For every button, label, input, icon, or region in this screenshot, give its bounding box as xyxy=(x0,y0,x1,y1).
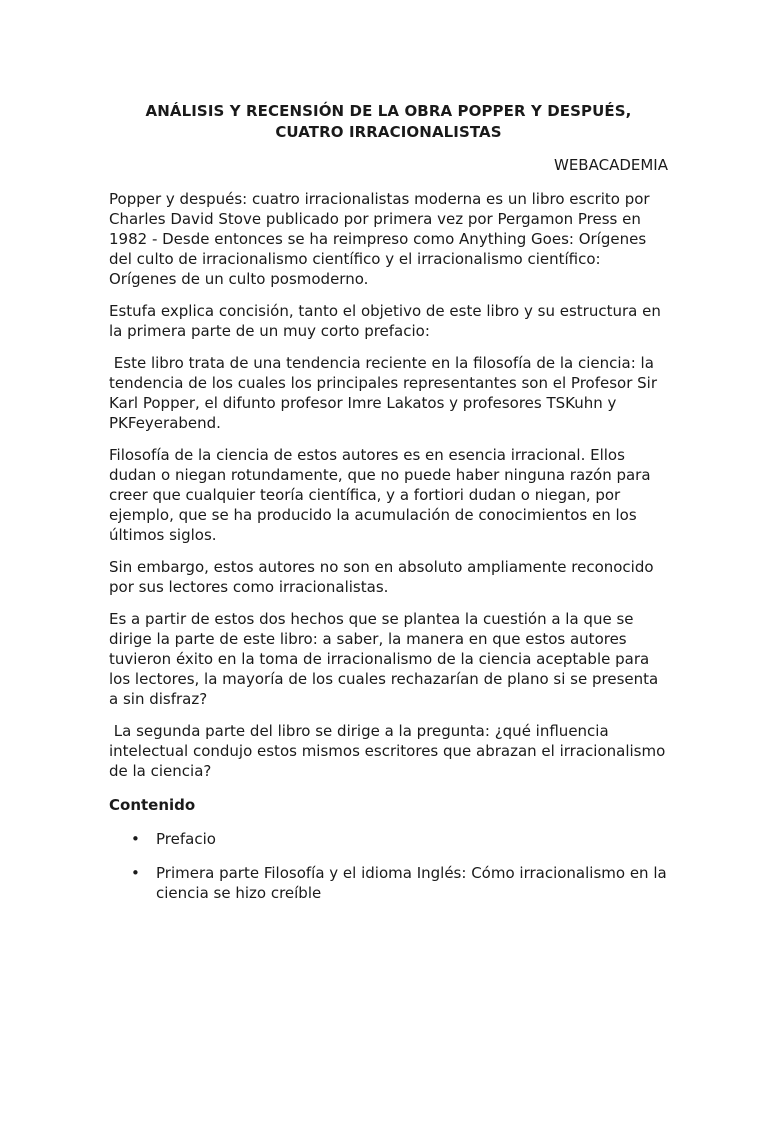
document-title xyxy=(109,101,668,143)
paragraph-2: Estufa explica concisión, tanto el objetivo de este libro y su estructura en la primera parte de un muy corto prefacio: xyxy=(109,302,661,340)
document-author: WEBACADEMIA xyxy=(554,156,668,174)
bullet-icon: • xyxy=(131,864,140,882)
list-item xyxy=(109,829,668,849)
paragraph-6: Es a partir de estos dos hechos que se plantea la cuestión a la que se dirige la parte de este libro: a saber, la manera en que estos autores tuvieron éxito en la toma de irracionalismo de la ciencia aceptable para los lectores, la mayoría de los cuales rechazarían de plano si se presenta a sin disfraz? xyxy=(109,610,659,708)
list-item-text: Prefacio xyxy=(156,830,216,848)
bullet-icon: • xyxy=(131,830,140,848)
title-line-2: CUATRO IRRACIONALISTAS xyxy=(275,123,502,141)
paragraph-1: Popper y después: cuatro irracionalistas moderna es un libro escrito por Charles David Stove publicado por primera vez por Pergamon Press en 1982 - Desde entonces se ha reimpreso como Anything Goes: Orígenes del culto de irracionalismo científico y el irracionalismo científico: Orígenes de un culto posmoderno. xyxy=(109,190,650,288)
list-item xyxy=(109,863,668,903)
title-line-1: ANÁLISIS Y RECENSIÓN DE LA OBRA POPPER Y DESPUÉS, xyxy=(145,102,632,120)
list-item-text: Primera parte Filosofía y el idioma Inglés: Cómo irracionalismo en la ciencia se hizo creíble xyxy=(156,864,667,902)
paragraph-3: Este libro trata de una tendencia reciente en la filosofía de la ciencia: la tendencia de los cuales los principales representantes son el Profesor Sir Karl Popper, el difunto profesor Imre Lakatos y profesores TSKuhn y PKFeyerabend. xyxy=(109,354,662,432)
contents-heading: Contenido xyxy=(109,796,196,814)
paragraph-7: La segunda parte del libro se dirige a la pregunta: ¿qué influencia intelectual condujo estos mismos escritores que abrazan el irracionalismo de la ciencia? xyxy=(109,722,671,780)
paragraph-5: Sin embargo, estos autores no son en absoluto ampliamente reconocido por sus lectores como irracionalistas. xyxy=(109,558,654,596)
document-page xyxy=(0,101,768,1125)
paragraph-4: Filosofía de la ciencia de estos autores es en esencia irracional. Ellos dudan o niegan rotundamente, que no puede haber ninguna razón para creer que cualquier teoría científica, y a fortiori dudan o niegan, por ejemplo, que se ha producido la acumulación de conocimientos en los últimos siglos. xyxy=(109,446,651,544)
contents-list xyxy=(109,829,668,903)
